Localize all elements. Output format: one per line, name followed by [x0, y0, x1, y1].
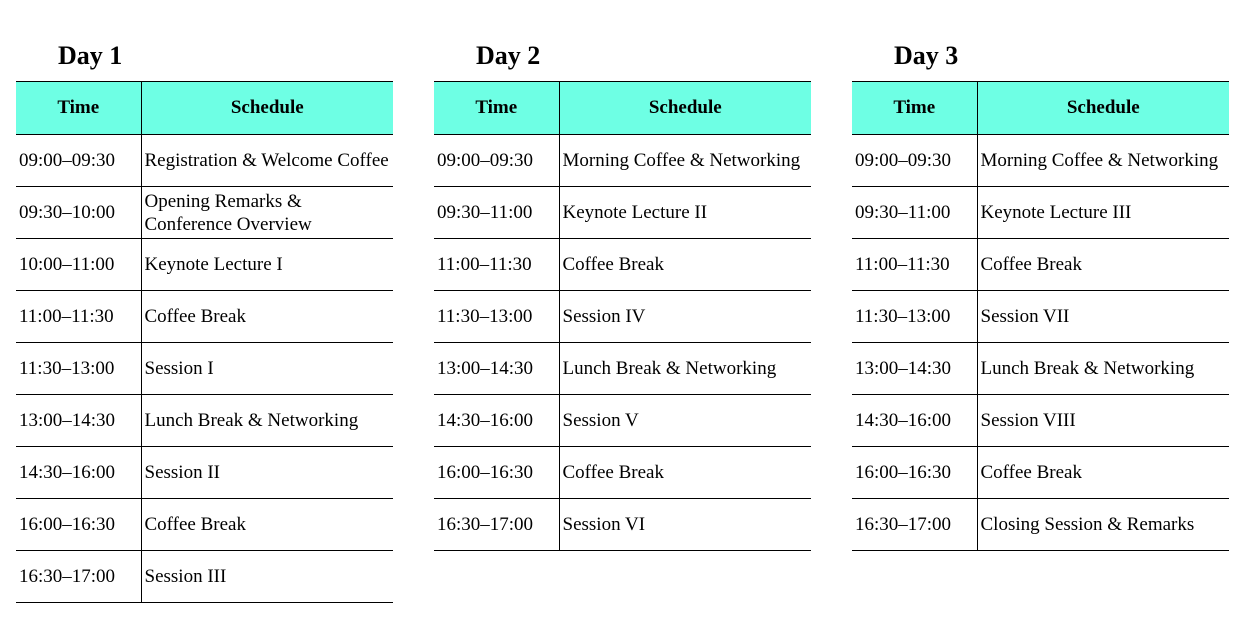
time-cell: 09:00–09:30 — [852, 135, 977, 187]
time-cell: 13:00–14:30 — [434, 343, 559, 395]
time-column-header: Time — [852, 82, 977, 135]
schedule-cell: Session VII — [977, 291, 1229, 343]
time-cell: 11:00–11:30 — [434, 239, 559, 291]
table-row — [16, 135, 393, 187]
schedule-cell: Session V — [559, 395, 811, 447]
time-cell: 09:30–11:00 — [434, 187, 559, 239]
schedule-cell: Session I — [141, 343, 393, 395]
table-row — [852, 447, 1229, 499]
time-column-header: Time — [16, 82, 141, 135]
time-cell: 16:00–16:30 — [16, 499, 141, 551]
time-cell: 09:30–10:00 — [16, 187, 141, 239]
time-column-header: Time — [434, 82, 559, 135]
day-2-title: Day 2 — [476, 41, 541, 70]
schedule-cell: Session VIII — [977, 395, 1229, 447]
time-cell: 16:00–16:30 — [434, 447, 559, 499]
schedule-column-header: Schedule — [977, 82, 1229, 135]
day-3-title: Day 3 — [894, 41, 959, 70]
day-3-schedule — [852, 40, 1229, 551]
table-row — [16, 499, 393, 551]
schedule-column-header: Schedule — [559, 82, 811, 135]
table-row — [852, 135, 1229, 187]
table-row — [16, 291, 393, 343]
schedule-cell: Session III — [141, 551, 393, 603]
time-cell: 14:30–16:00 — [16, 447, 141, 499]
day-3-header-row — [852, 82, 1229, 135]
table-row — [16, 343, 393, 395]
schedule-column-header: Schedule — [141, 82, 393, 135]
schedule-cell: Lunch Break & Networking — [977, 343, 1229, 395]
table-row — [852, 343, 1229, 395]
table-row — [16, 551, 393, 603]
schedule-cell: Lunch Break & Networking — [141, 395, 393, 447]
table-row — [434, 395, 811, 447]
schedule-cell: Closing Session & Remarks — [977, 499, 1229, 551]
schedule-cell: Coffee Break — [977, 447, 1229, 499]
schedule-cell: Keynote Lecture III — [977, 187, 1229, 239]
time-cell: 10:00–11:00 — [16, 239, 141, 291]
time-cell: 11:30–13:00 — [16, 343, 141, 395]
table-row — [434, 135, 811, 187]
schedule-cell: Coffee Break — [559, 447, 811, 499]
time-cell: 14:30–16:00 — [852, 395, 977, 447]
time-cell: 16:30–17:00 — [434, 499, 559, 551]
day-1-title: Day 1 — [58, 41, 123, 70]
day-2-schedule — [434, 40, 811, 551]
day-1-table — [16, 81, 393, 603]
schedule-cell: Coffee Break — [559, 239, 811, 291]
time-cell: 11:30–13:00 — [852, 291, 977, 343]
table-row — [852, 499, 1229, 551]
schedule-cell: Keynote Lecture I — [141, 239, 393, 291]
schedule-cell: Coffee Break — [141, 499, 393, 551]
table-row — [434, 343, 811, 395]
time-cell: 11:00–11:30 — [852, 239, 977, 291]
table-row — [852, 239, 1229, 291]
schedule-cell: Morning Coffee & Networking — [559, 135, 811, 187]
day-2-header-row — [434, 82, 811, 135]
day-1-header-row — [16, 82, 393, 135]
day-1-schedule — [16, 40, 393, 603]
table-row — [434, 187, 811, 239]
time-cell: 13:00–14:30 — [852, 343, 977, 395]
day-2-table — [434, 81, 811, 551]
time-cell: 14:30–16:00 — [434, 395, 559, 447]
table-row — [852, 187, 1229, 239]
time-cell: 09:30–11:00 — [852, 187, 977, 239]
schedule-cell: Session IV — [559, 291, 811, 343]
table-row — [16, 187, 393, 239]
time-cell: 16:30–17:00 — [852, 499, 977, 551]
schedule-cell: Coffee Break — [141, 291, 393, 343]
table-row — [434, 499, 811, 551]
schedule-cell: Session VI — [559, 499, 811, 551]
time-cell: 09:00–09:30 — [434, 135, 559, 187]
schedule-cell: Coffee Break — [977, 239, 1229, 291]
day-3-table — [852, 81, 1229, 551]
time-cell: 11:30–13:00 — [434, 291, 559, 343]
time-cell: 13:00–14:30 — [16, 395, 141, 447]
schedule-cell: Keynote Lecture II — [559, 187, 811, 239]
schedule-cell: Session II — [141, 447, 393, 499]
schedule-cell: Registration & Welcome Coffee — [141, 135, 393, 187]
table-row — [852, 395, 1229, 447]
time-cell: 16:30–17:00 — [16, 551, 141, 603]
table-row — [16, 395, 393, 447]
schedule-cell: Lunch Break & Networking — [559, 343, 811, 395]
schedule-cell: Morning Coffee & Networking — [977, 135, 1229, 187]
time-cell: 09:00–09:30 — [16, 135, 141, 187]
table-row — [16, 447, 393, 499]
table-row — [434, 239, 811, 291]
time-cell: 16:00–16:30 — [852, 447, 977, 499]
table-row — [852, 291, 1229, 343]
table-row — [434, 291, 811, 343]
schedule-cell: Opening Remarks & Conference Overview — [141, 187, 393, 239]
table-row — [434, 447, 811, 499]
time-cell: 11:00–11:30 — [16, 291, 141, 343]
table-row — [16, 239, 393, 291]
